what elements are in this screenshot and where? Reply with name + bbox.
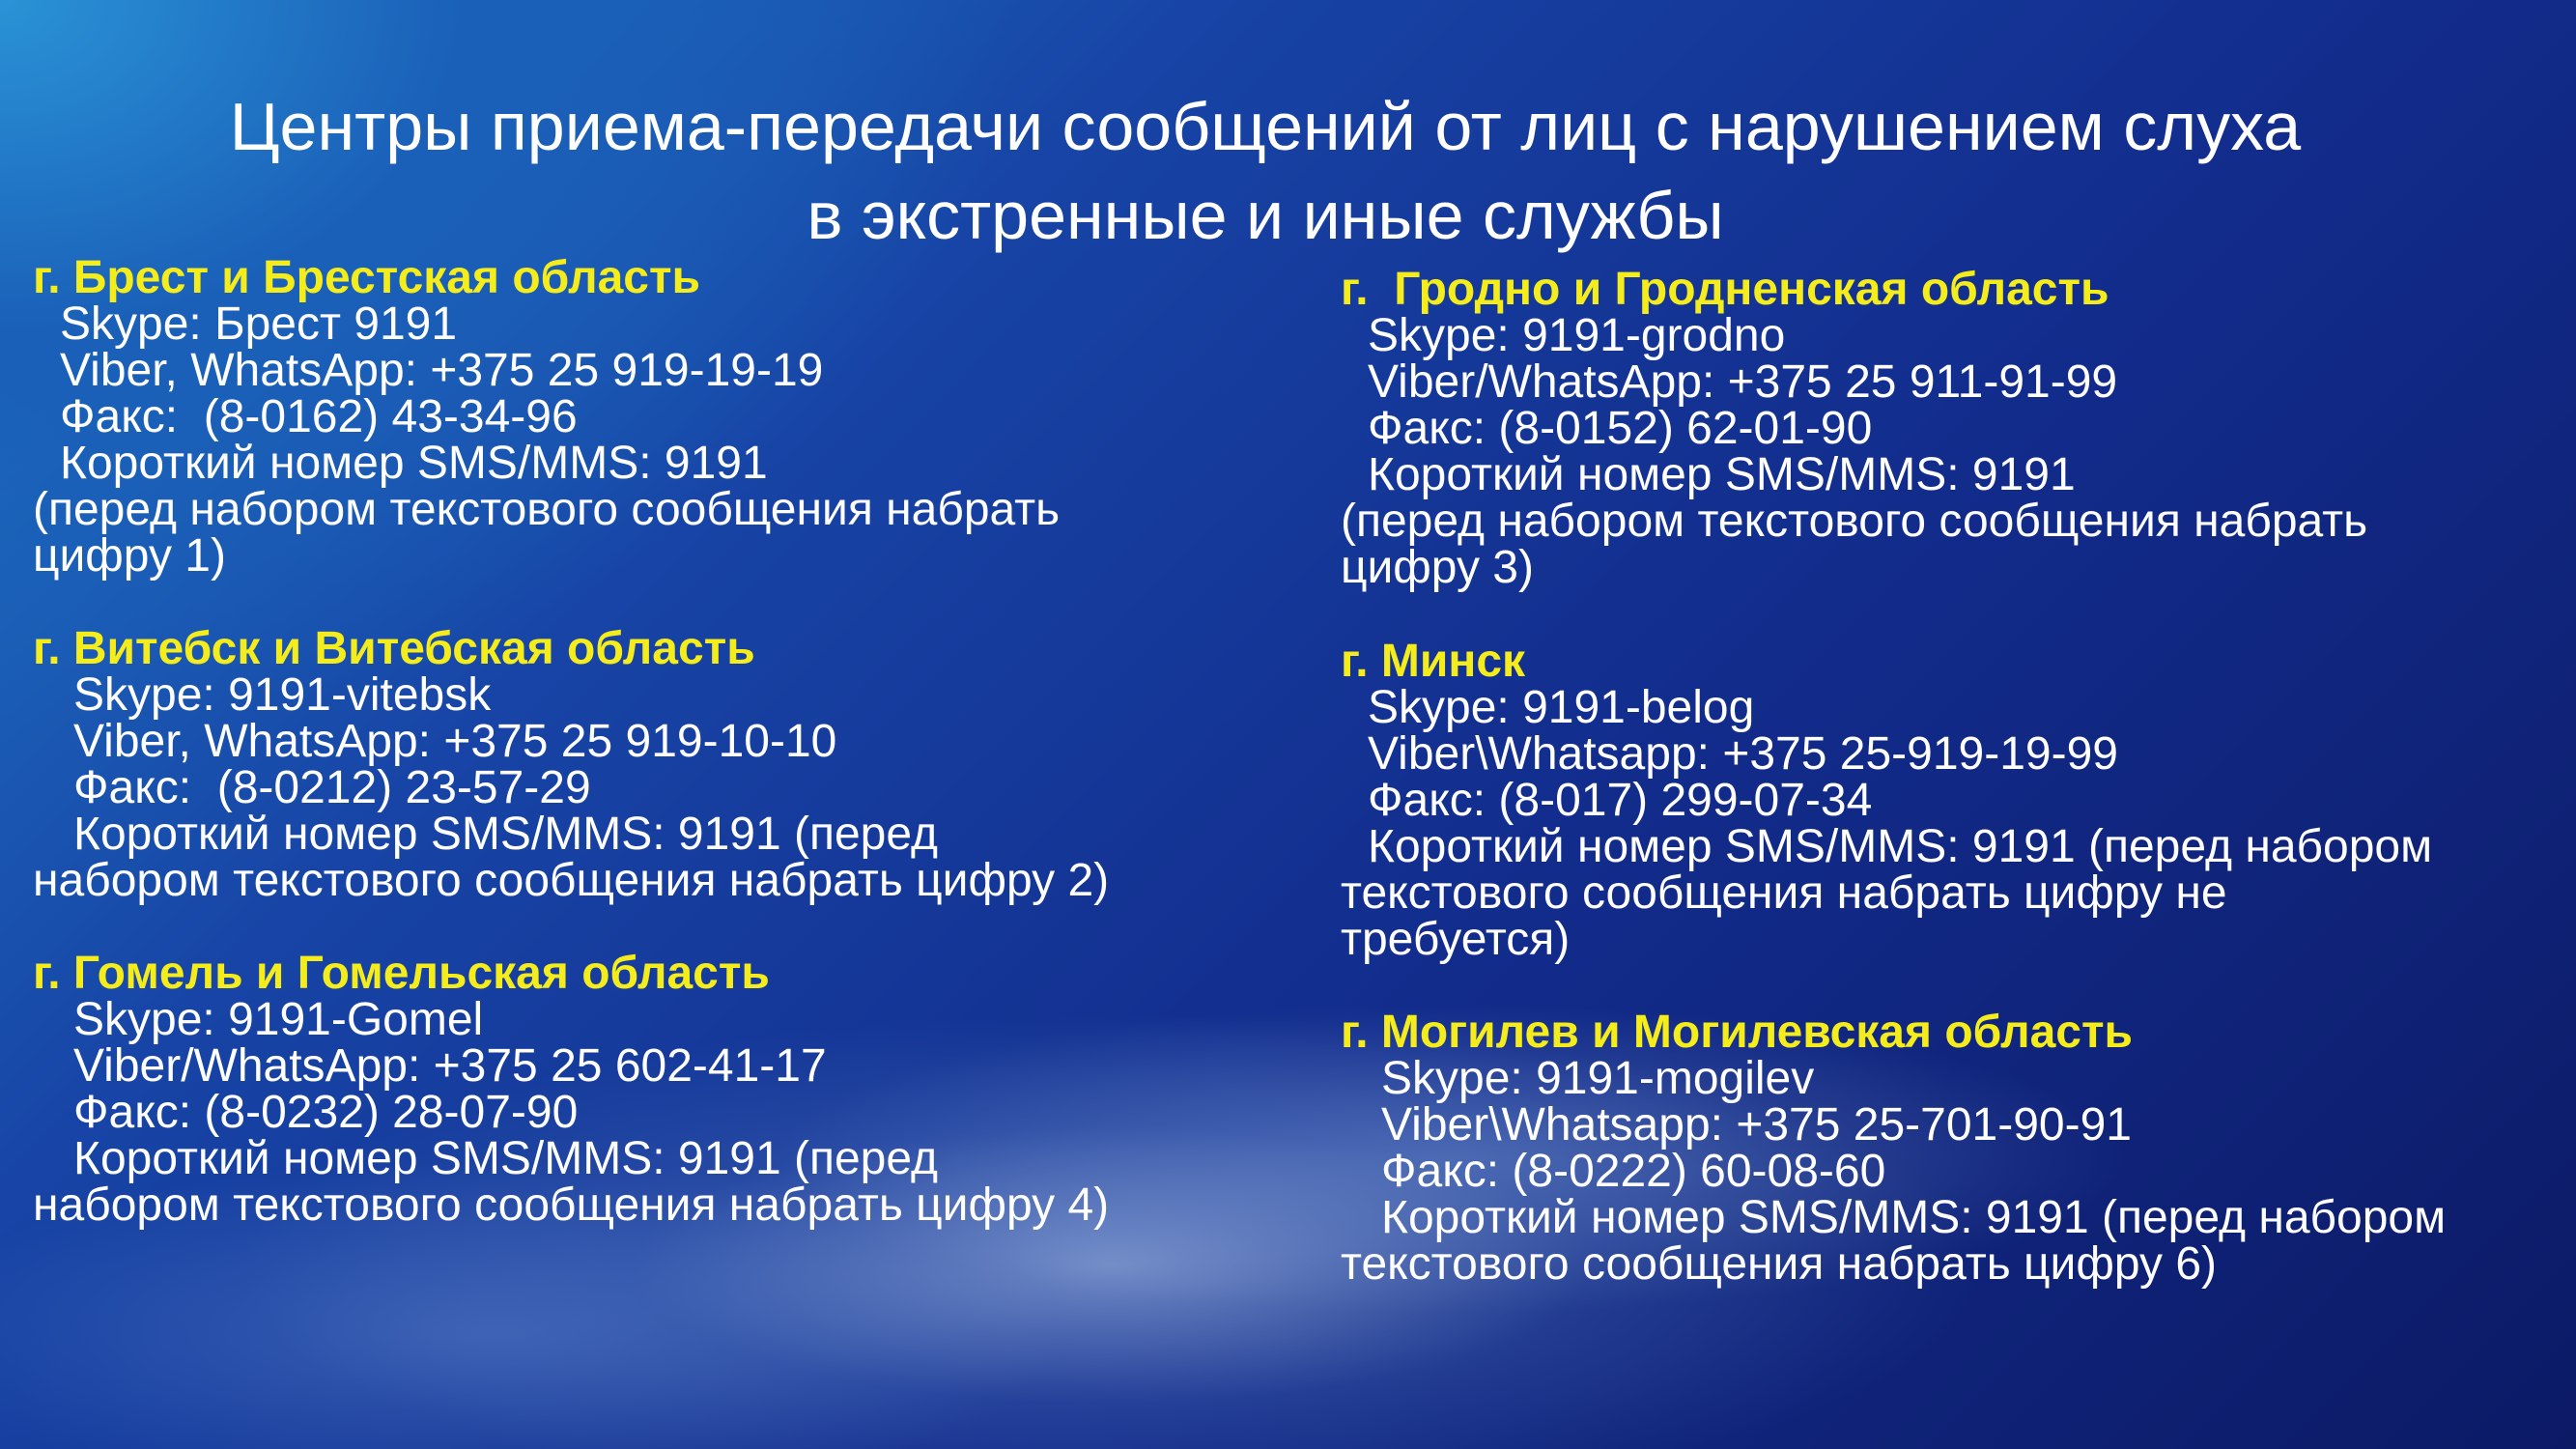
region-name: г. Гомель и Гомельская область bbox=[33, 948, 770, 999]
skype-contact: Skype: 9191-mogilev bbox=[1381, 1053, 1815, 1104]
sms-note: набором текстового сообщения набрать цифру 4) bbox=[33, 1179, 1110, 1231]
fax-number: Факс: (8-0152) 62-01-90 bbox=[1368, 403, 1873, 454]
sms-short-number: Короткий номер SMS/MMS: 9191 (перед набором bbox=[1381, 1192, 2447, 1243]
region-gomel bbox=[33, 948, 1288, 1231]
region-minsk bbox=[1341, 636, 2567, 965]
sms-note: (перед набором текстового сообщения набрать bbox=[1341, 496, 2368, 547]
viber-whatsapp-contact: Viber\Whatsapp: +375 25-919-19-99 bbox=[1368, 728, 2118, 780]
slide-title-line-2: в экстренные и иные службы bbox=[807, 177, 1724, 253]
fax-number: Факс: (8-0162) 43-34-96 bbox=[60, 391, 578, 442]
fax-number: Факс: (8-0222) 60-08-60 bbox=[1381, 1146, 1886, 1197]
sms-note: требуется) bbox=[1341, 914, 1571, 965]
skype-contact: Skype: 9191-belog bbox=[1368, 682, 1755, 733]
region-name: г. Минск bbox=[1341, 636, 1526, 687]
skype-contact: Skype: 9191-grodno bbox=[1368, 310, 1786, 361]
sms-short-number: Короткий номер SMS/MMS: 9191 bbox=[1368, 449, 2076, 500]
sms-note: текстового сообщения набрать цифру не bbox=[1341, 867, 2227, 919]
viber-whatsapp-contact: Viber/WhatsApp: +375 25 911-91-99 bbox=[1368, 356, 2118, 408]
region-mogilev bbox=[1341, 1009, 2567, 1288]
sms-short-number: Короткий номер SMS/MMS: 9191 bbox=[60, 438, 768, 489]
region-name: г. Витебск и Витебская область bbox=[33, 623, 755, 674]
fax-number: Факс: (8-0212) 23-57-29 bbox=[73, 762, 591, 813]
sms-note: цифру 3) bbox=[1341, 542, 1534, 593]
viber-whatsapp-contact: Viber, WhatsApp: +375 25 919-19-19 bbox=[60, 345, 824, 396]
fax-number: Факс: (8-017) 299-07-34 bbox=[1368, 775, 1873, 826]
sms-short-number: Короткий номер SMS/MMS: 9191 (перед bbox=[73, 1133, 939, 1184]
region-name: г. Могилев и Могилевская область bbox=[1341, 1007, 2134, 1058]
skype-contact: Skype: 9191-vitebsk bbox=[73, 669, 492, 721]
viber-whatsapp-contact: Viber, WhatsApp: +375 25 919-10-10 bbox=[73, 716, 837, 767]
sms-short-number: Короткий номер SMS/MMS: 9191 (перед набором bbox=[1368, 821, 2433, 872]
region-name: г. Брест и Брестская область bbox=[33, 252, 701, 303]
region-vitebsk bbox=[33, 623, 1288, 906]
slide-title bbox=[0, 82, 2531, 260]
sms-note: текстового сообщения набрать цифру 6) bbox=[1341, 1238, 2218, 1290]
viber-whatsapp-contact: Viber/WhatsApp: +375 25 602-41-17 bbox=[73, 1040, 827, 1092]
sms-note: (перед набором текстового сообщения набрать bbox=[33, 484, 1061, 535]
fax-number: Факс: (8-0232) 28-07-90 bbox=[73, 1087, 579, 1138]
slide-title-line-1: Центры приема-передачи сообщений от лиц с нарушением слуха bbox=[229, 88, 2302, 164]
skype-contact: Skype: 9191-Gomel bbox=[73, 994, 484, 1045]
viber-whatsapp-contact: Viber\Whatsapp: +375 25-701-90-91 bbox=[1381, 1099, 2132, 1151]
sms-note: цифру 1) bbox=[33, 530, 226, 582]
region-name: г. Гродно и Гродненская область bbox=[1341, 264, 2109, 315]
sms-short-number: Короткий номер SMS/MMS: 9191 (перед bbox=[73, 809, 939, 860]
region-brest bbox=[33, 252, 1288, 582]
skype-contact: Skype: Брест 9191 bbox=[60, 298, 458, 350]
sms-note: набором текстового сообщения набрать цифру 2) bbox=[33, 855, 1110, 906]
region-grodno bbox=[1341, 264, 2567, 593]
